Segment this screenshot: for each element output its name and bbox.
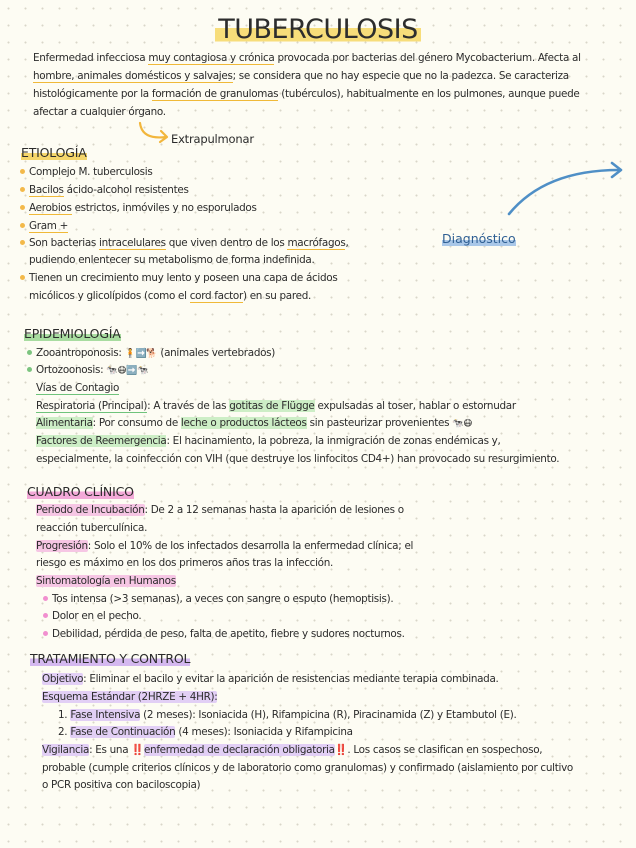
vias-subheading: Vías de Contagio bbox=[36, 382, 120, 394]
bullet-icon bbox=[20, 275, 25, 280]
list-item: Tos intensa (>3 semanas), a veces con sangre o esputo (hemoptisis). bbox=[43, 591, 393, 607]
factores-line-2: especialmente, la coinfección con VIH (que destruye los linfocitos CD4+) han provocado su resurgimiento. bbox=[36, 453, 560, 465]
alimentaria-line: Alimentaria: Por consumo de leche o productos lácteos sin pasteurizar provenientes 🐄😷 bbox=[36, 417, 473, 429]
fase-continuacion-line: 2. Fase de Continuación (4 meses): Isoniacida y Rifampicina bbox=[58, 726, 353, 738]
double-exclamation-icon: ‼️ bbox=[131, 744, 144, 756]
list-item: Dolor en el pecho. bbox=[43, 608, 141, 624]
extrapulmonar-label: Extrapulmonar bbox=[171, 132, 254, 146]
double-exclamation-icon: ‼️ bbox=[334, 744, 348, 756]
list-item-continuation: pudiendo enlentecer su metabolismo de forma indefinida. bbox=[29, 254, 315, 266]
progresion-line: Progresión: Solo el 10% de los infectados desarrolla la enfermedad clínica; el bbox=[36, 540, 414, 552]
incubacion-line-2: reacción tuberculínica. bbox=[36, 522, 148, 534]
bullet-icon bbox=[20, 187, 25, 192]
curved-arrow-icon bbox=[136, 120, 176, 148]
epidemiologia-heading: EPIDEMIOLOGÍA bbox=[24, 326, 121, 341]
bullet-icon bbox=[20, 223, 25, 228]
page-title: TUBERCULOSIS bbox=[0, 14, 636, 45]
fase-intensiva-line: 1. Fase Intensiva (2 meses): Isoniacida (H), Rifampicina (R), Piracinamida (Z) y Etambutol (E). bbox=[58, 709, 517, 721]
bullet-icon bbox=[27, 367, 32, 372]
sintomatologia-subheading: Sintomatología en Humanos bbox=[36, 575, 176, 587]
esquema-subheading: Esquema Estándar (2HRZE + 4HR): bbox=[42, 691, 218, 703]
bullet-icon bbox=[27, 350, 32, 355]
bullet-icon bbox=[20, 240, 25, 245]
vigilancia-line-2: probable (cumple criterios clínicos y de laboratorio como granulomas) y confirmado (aislamiento por cultivo bbox=[42, 762, 573, 774]
bullet-icon bbox=[20, 169, 25, 174]
cuadro-heading: CUADRO CLÍNICO bbox=[27, 484, 134, 499]
cow-emoji-icon: 🐄😷 bbox=[452, 419, 473, 429]
incubacion-line: Periodo de Incubación: De 2 a 12 semanas hasta la aparición de lesiones o bbox=[36, 504, 404, 516]
list-item: Bacilos ácido-alcohol resistentes bbox=[20, 182, 189, 198]
vigilancia-line-3: o PCR positiva con baciloscopia) bbox=[42, 779, 201, 791]
list-item: Son bacterias intracelulares que viven dentro de los macrófagos, bbox=[20, 235, 348, 251]
list-item: Aerobios estrictos, inmóviles y no esporulados bbox=[20, 200, 257, 216]
zoonosis-emoji-icon: 🧍➡️🐕 bbox=[124, 349, 158, 359]
bullet-icon bbox=[43, 631, 48, 636]
factores-line: Factores de Reemergencia: El hacinamiento, la pobreza, la inmigración de zonas endémicas y, bbox=[36, 435, 501, 447]
list-item: Complejo M. tuberculosis bbox=[20, 164, 152, 180]
tratamiento-heading: TRATAMIENTO Y CONTROL bbox=[30, 651, 191, 666]
bullet-icon bbox=[43, 596, 48, 601]
progresion-line-2: riesgo es máximo en los dos primeros años tras la infección. bbox=[36, 557, 334, 569]
list-item: Gram + bbox=[20, 218, 68, 234]
diagnostico-label: Diagnóstico bbox=[442, 231, 516, 246]
list-item: Ortozoonosis: 🐄😷➡️🐄 bbox=[27, 362, 148, 379]
vigilancia-line: Vigilancia: Es una ‼️enfermedad de declaración obligatoria‼️. Los casos se clasifican en sospechoso, bbox=[42, 744, 543, 756]
blue-arrow-icon bbox=[505, 158, 630, 220]
ortozoonosis-emoji-icon: 🐄😷➡️🐄 bbox=[106, 366, 149, 376]
respiratoria-line: Respiratoria (Principal): A través de las gotitas de Flügge expulsadas al toser, hablar o estornudar bbox=[36, 400, 516, 412]
list-item-continuation: micólicos y glicolípidos (como el cord factor) en su pared. bbox=[29, 290, 311, 302]
etiologia-heading: ETIOLOGÍA bbox=[21, 145, 87, 160]
bullet-icon bbox=[20, 205, 25, 210]
objetivo-line: Objetivo: Eliminar el bacilo y evitar la aparición de resistencias mediante terapia combinada. bbox=[42, 673, 499, 685]
intro-paragraph: Enfermedad infecciosa muy contagiosa y crónica provocada por bacterias del género Mycobacterium. Afecta al hombre, animales domésticos y salvajes; se considera que no hay especie que no la padezca. Se caracteriza histológicamente por la formación de granulomas (tubérculos), habitualmente en los pulmones, aunque puede afectar a cualquier órgano. bbox=[33, 52, 581, 118]
list-item: Zooantroponosis: 🧍➡️🐕 (animales vertebrados) bbox=[27, 345, 275, 362]
list-item: Tienen un crecimiento muy lento y poseen una capa de ácidos bbox=[20, 270, 337, 286]
list-item: Debilidad, pérdida de peso, falta de apetito, fiebre y sudores nocturnos. bbox=[43, 626, 405, 642]
bullet-icon bbox=[43, 613, 48, 618]
